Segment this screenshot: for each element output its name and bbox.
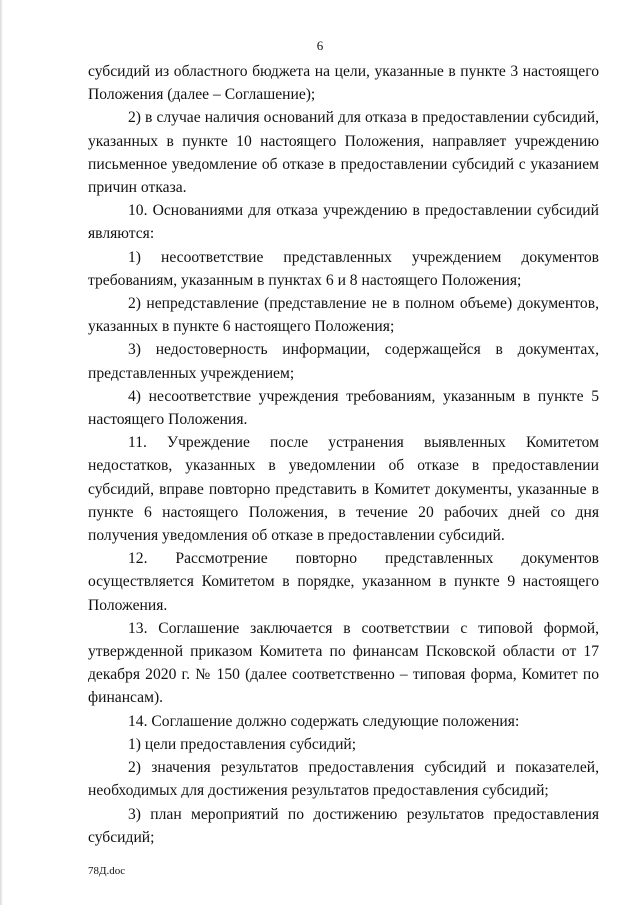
scan-edge [0, 0, 3, 905]
paragraph: 3) недостоверность информации, содержащейся в документах, представленных учреждением; [88, 341, 599, 382]
paragraph: 1) несоответствие представленных учреждением документов требованиям, указанным в пунктах 6 и 8 настоящего Положения; [88, 248, 599, 289]
document-body [88, 60, 599, 849]
paragraph: 14. Соглашение должно содержать следующие положения: [128, 712, 520, 730]
paragraph: 11. Учреждение после устранения выявленных Комитетом недостатков, указанных в уведомлении об отказе в предоставлении субсидий, вправе повторно представить в Комитет документы, указанные в пункте 6 настоящего Положения, в течение 20 рабочих дней со дня получения уведомления об отказе в предоставлении субсидий. [88, 434, 599, 545]
paragraph: 12. Рассмотрение повторно представленных документов осуществляется Комитетом в порядке, указанном в пункте 9 настоящего Положения. [88, 550, 599, 614]
paragraph: 2) непредставление (представление не в полном объеме) документов, указанных в пункте 6 настоящего Положения; [88, 295, 599, 336]
paragraph: 2) в случае наличия оснований для отказа в предоставлении субсидий, указанных в пункте 10 настоящего Положения, направляет учреждению письменное уведомление об отказе в предоставлении субсидий с указанием причин отказа. [88, 109, 599, 197]
paragraph: субсидий из областного бюджета на цели, указанные в пункте 3 настоящего Положения (далее – Соглашение); [88, 63, 599, 104]
paragraph: 1) цели предоставления субсидий; [128, 735, 357, 753]
footer-filename: 78Д.doc [88, 865, 126, 877]
paragraph: 3) план мероприятий по достижению результатов предоставления субсидий; [88, 805, 599, 846]
paragraph: 10. Основаниями для отказа учреждению в предоставлении субсидий являются: [88, 202, 599, 243]
paragraph: 2) значения результатов предоставления субсидий и показателей, необходимых для достижения результатов предоставления субсидий; [88, 759, 599, 800]
page-number: 6 [316, 38, 324, 53]
paragraph: 13. Соглашение заключается в соответствии с типовой формой, утвержденной приказом Комитета по финансам Псковской области от 17 декабря 2020 г. № 150 (далее соответственно – типовая форма, Комитет по финансам). [88, 619, 599, 707]
paragraph: 4) несоответствие учреждения требованиям, указанным в пункте 5 настоящего Положения. [88, 387, 599, 429]
